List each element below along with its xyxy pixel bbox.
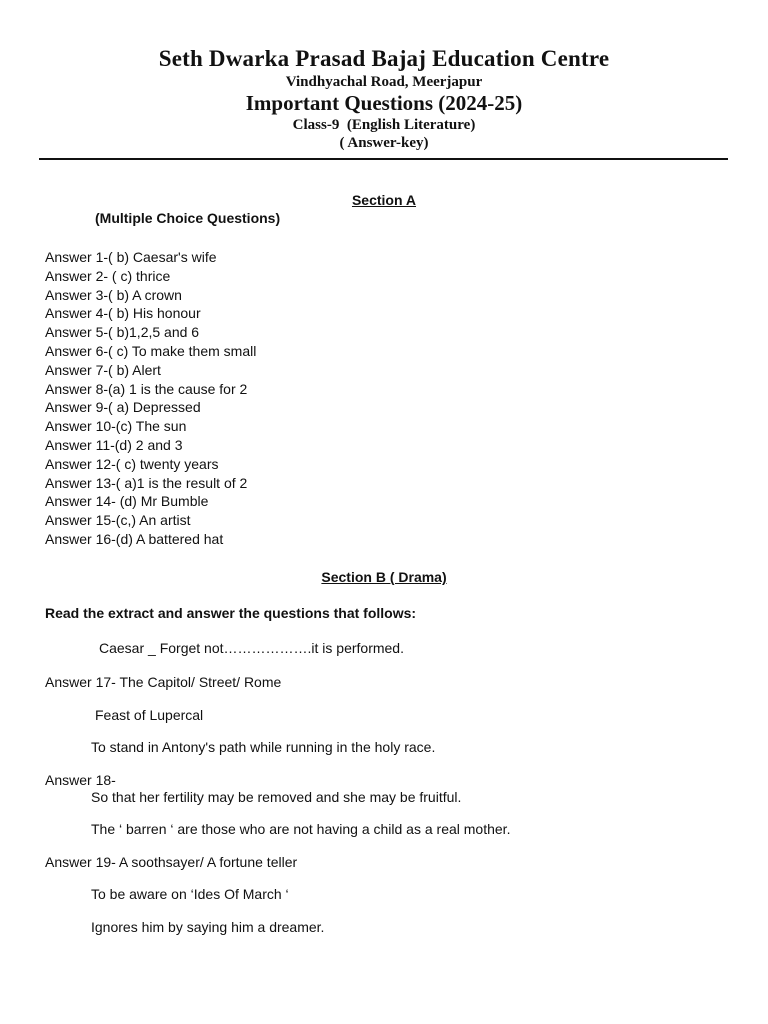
extract-reference: Caesar _ Forget not……………….it is performed. bbox=[99, 640, 404, 656]
list-item: Answer 3-( b) A crown bbox=[45, 286, 182, 303]
list-item: Answer 2- ( c) thrice bbox=[45, 267, 171, 284]
list-item: Answer 10-(c) The sun bbox=[45, 418, 187, 435]
list-item: Answer 7-( b) Alert bbox=[45, 361, 161, 378]
answer-19-part-2: Ignores him by saying him a dreamer. bbox=[91, 919, 325, 935]
school-address: Vindhyachal Road, Meerjapur bbox=[285, 74, 483, 90]
answer-17-part-2: Feast of Lupercal bbox=[95, 707, 204, 723]
answer-17-part-3: To stand in Antony's path while running in the holy race. bbox=[91, 739, 436, 755]
answer-key-label: ( Answer-key) bbox=[339, 135, 429, 151]
list-item: Answer 4-( b) His honour bbox=[45, 305, 201, 322]
list-item: Answer 16-(d) A battered hat bbox=[45, 530, 224, 547]
answer-18: Answer 18- bbox=[45, 772, 116, 788]
class-line: Class-9 (English Literature) bbox=[292, 117, 476, 133]
section-a-subheading: (Multiple Choice Questions) bbox=[95, 210, 281, 226]
school-name: Seth Dwarka Prasad Bajaj Education Centre bbox=[158, 46, 610, 71]
section-b-heading: Section B ( Drama) bbox=[321, 569, 447, 585]
answer-19-part-1: To be aware on ‘Ides Of March ‘ bbox=[91, 886, 289, 902]
list-item: Answer 5-( b)1,2,5 and 6 bbox=[45, 324, 200, 341]
answer-19: Answer 19- A soothsayer/ A fortune teller bbox=[45, 854, 298, 870]
mcq-answer-list bbox=[45, 248, 256, 549]
list-item: Answer 8-(a) 1 is the cause for 2 bbox=[45, 380, 248, 397]
list-item: Answer 14- (d) Mr Bumble bbox=[45, 493, 209, 510]
section-a-heading: Section A bbox=[351, 192, 417, 208]
answer-18-part-2: The ‘ barren ‘ are those who are not having a child as a real mother. bbox=[91, 821, 511, 837]
answer-17: Answer 17- The Capitol/ Street/ Rome bbox=[45, 674, 282, 690]
list-item: Answer 13-( a)1 is the result of 2 bbox=[45, 474, 248, 491]
extract-instruction: Read the extract and answer the questions that follows: bbox=[45, 605, 417, 621]
list-item: Answer 1-( b) Caesar's wife bbox=[45, 249, 217, 265]
header-divider bbox=[39, 158, 728, 160]
list-item: Answer 9-( a) Depressed bbox=[45, 399, 201, 416]
list-item: Answer 15-(c,) An artist bbox=[45, 512, 191, 529]
list-item: Answer 12-( c) twenty years bbox=[45, 455, 219, 472]
document-title: Important Questions (2024-25) bbox=[245, 91, 523, 115]
list-item: Answer 6-( c) To make them small bbox=[45, 342, 257, 359]
list-item: Answer 11-(d) 2 and 3 bbox=[45, 436, 183, 453]
answer-18-part-1: So that her fertility may be removed and she may be fruitful. bbox=[91, 789, 462, 805]
